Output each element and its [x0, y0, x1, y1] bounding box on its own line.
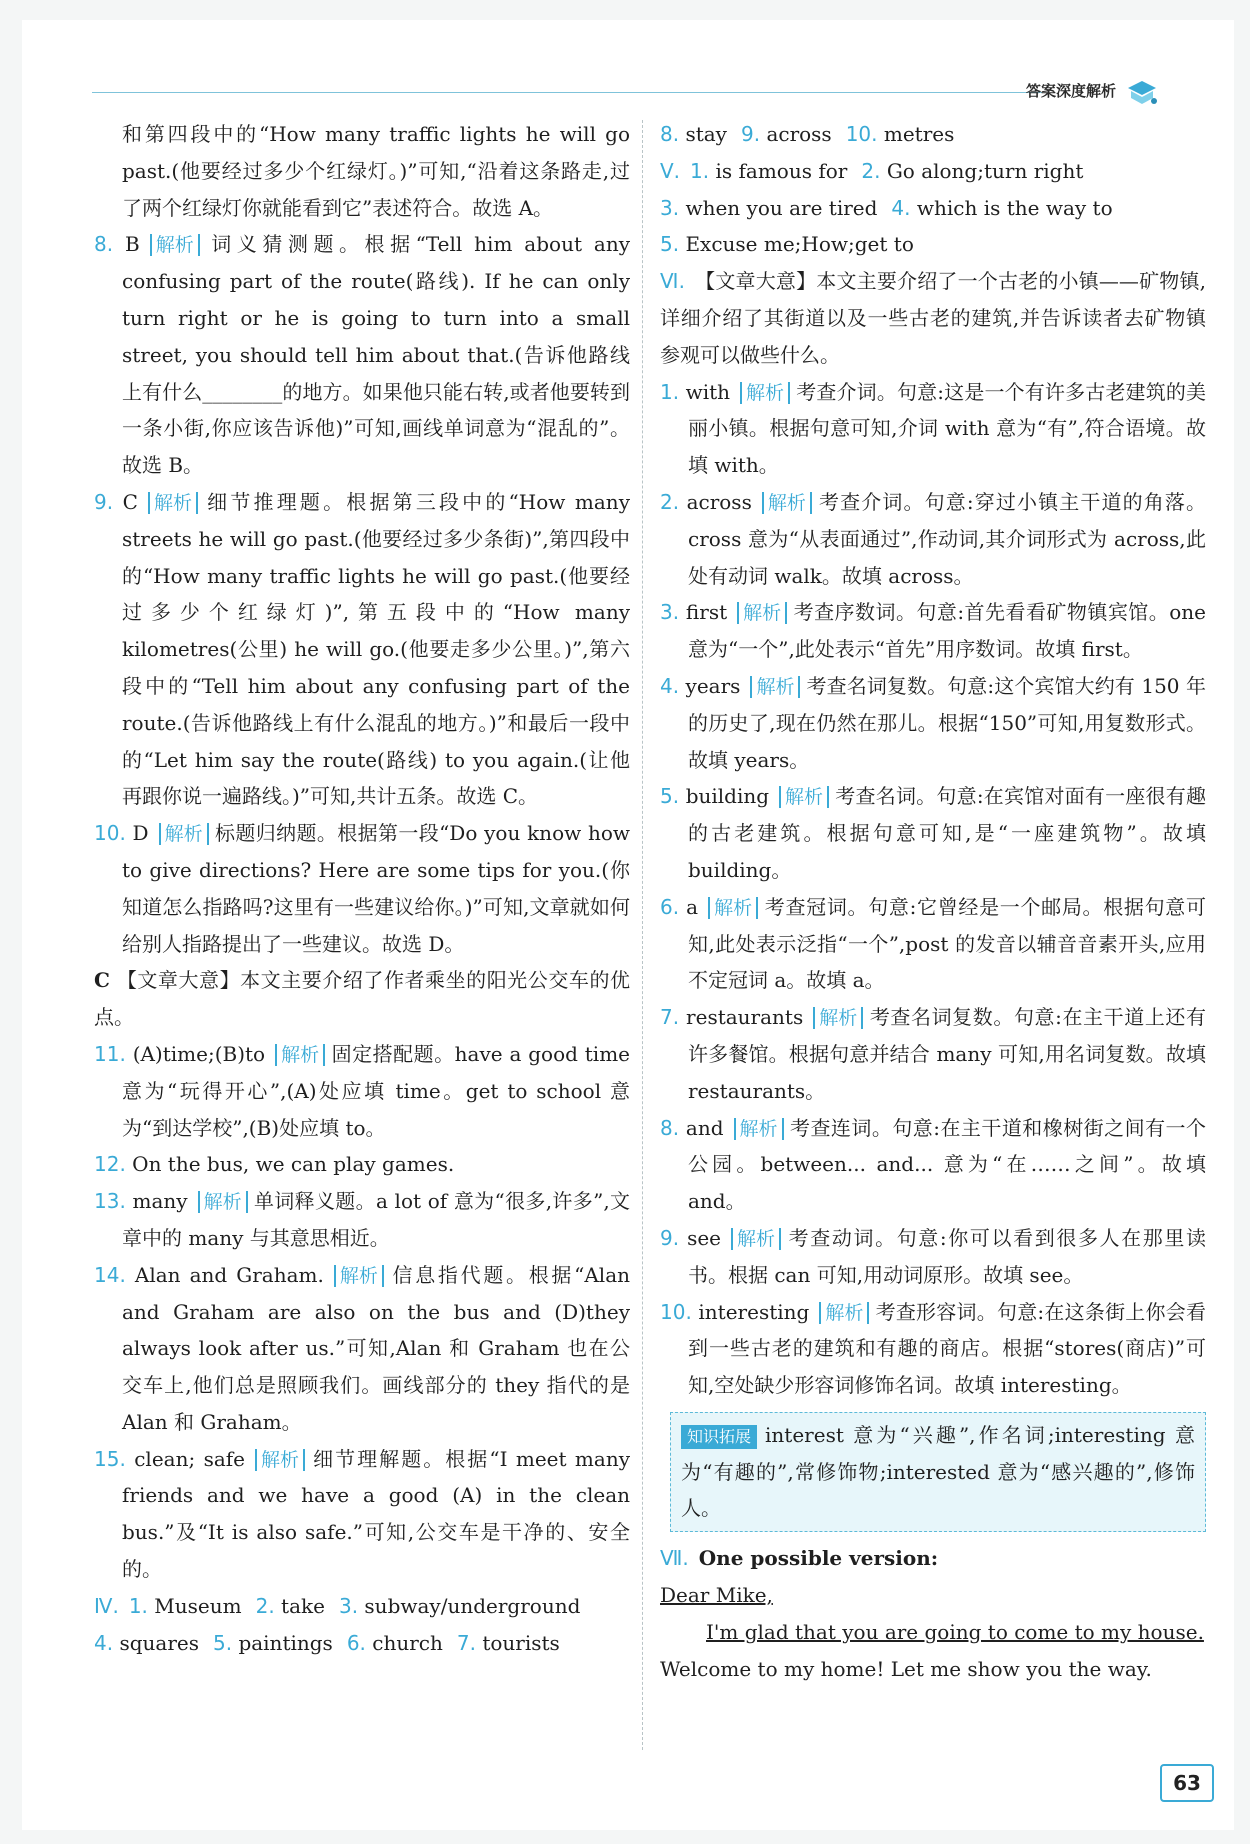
header-rule [92, 92, 1042, 93]
analysis-tag: 解析 [731, 1228, 781, 1250]
answer-item: 7. restaurants 解析 考查名词复数。句意:在主干道上还有许多餐馆。根据句意并结合 many 可知,用名词复数。故填 restaurants。 [660, 1005, 1206, 1103]
answer-item: 6. a 解析 考查冠词。句意:它曾经是一个邮局。根据句意可知,此处表示泛指“一个”,post 的发音以辅音音素开头,应用不定冠词 a。故填 a。 [660, 894, 1206, 993]
answer-item: 13. many 解析 单词释义题。a lot of 意为“很多,许多”,文章中的 many 与其意思相近。 [94, 1189, 631, 1250]
answer-item: 2. across 解析 考查介词。句意:穿过小镇主干道的角落。cross 意为“从表面通过”,作动词,其介词形式为 across,此处有动词 walk。故填 across。 [660, 489, 1206, 588]
analysis-tag: 解析 [740, 382, 790, 404]
analysis-tag: 解析 [198, 1191, 248, 1213]
book-logo-icon [1126, 78, 1158, 106]
analysis-tag: 解析 [708, 897, 758, 919]
answer-item: 8. and 解析 考查连词。句意:在主干道和橡树街之间有一个公园。between... and... 意为“在……之间”。故填 and。 [660, 1115, 1206, 1214]
answer-item: 4. years 解析 考查名词复数。句意:这个宾馆大约有 150 年的历史了,现在仍然在那儿。根据“150”可知,用复数形式。故填 years。 [660, 673, 1206, 772]
analysis-tag: 解析 [737, 602, 787, 624]
answer-item: 9. see 解析 考查动词。句意:你可以看到很多人在那里读书。根据 can 可知,用动词原形。故填 see。 [660, 1225, 1207, 1287]
analysis-tag: 解析 [148, 492, 198, 514]
analysis-tag: 解析 [734, 1118, 784, 1140]
left-column [94, 116, 630, 1661]
passage-summary: Ⅵ. 【文章大意】本文主要介绍了一个古老的小镇——矿物镇,详细介绍了其街道以及一些古老的建筑,并告诉读者去矿物镇参观可以做些什么。 [660, 269, 1206, 367]
writing-line: Welcome to my home! Let me show you the way. [660, 1656, 1152, 1681]
answer-item: 10. D 解析 标题归纳题。根据第一段“Do you know how to give directions? Here are some tips for you.(你知道怎么指路吗?这里有一些建议给你。)”可知,文章就如何给别人指路提出了一些建议。故选 D。 [94, 821, 630, 956]
answer-item: 5. building 解析 考查名词。句意:在宾馆对面有一座很有趣的古老建筑。根据句意可知,是“一座建筑物”。故填 building。 [660, 784, 1207, 882]
passage-summary: C 【文章大意】本文主要介绍了作者乘坐的阳光公交车的优点。 [94, 968, 630, 1030]
knowledge-tip-box: 知识拓展 interest 意为“兴趣”,作名词;interesting 意为“有趣的”,常修饰物;interested 意为“感兴趣的”,修饰人。 [670, 1412, 1206, 1532]
answer-item: 9. C 解析 细节推理题。根据第三段中的“How many streets he will go past.(他要经过多少条街)”,第四段中的“How many traffic lights he will go past.(他要经过多少个红绿灯)”,第五段中的“How many kilometres(公里) he will go.(他要走多少公里。)”,第六段中的“Tell him about any confusing part of the route.(告诉他路线上有什么混乱的地方。)”和最后一段中的“Let him say the route(路线) to you again.(让他再跟你说一遍路线。)”可知,共计五条。故选 C。 [94, 489, 630, 809]
writing-line: I'm glad that you are going to come to my house. [706, 1619, 1204, 1644]
analysis-tag: 解析 [762, 492, 812, 514]
analysis-tag: 解析 [819, 1302, 869, 1324]
answer-item: 15. clean; safe 解析 细节理解题。根据“I meet many friends and we have a good (A) in the clean bus.”及“It is also safe.”可知,公交车是干净的、安全的。 [94, 1446, 630, 1582]
header-title: 答案深度解析 [1025, 82, 1116, 100]
section-v-line: 5. Excuse me;How;get to [660, 232, 914, 257]
section-iv-line: 4. squares 5. paintings 6. church 7. tourists [94, 1630, 560, 1655]
right-column [660, 116, 1206, 1687]
answer-item: 11. (A)time;(B)to 解析 固定搭配题。have a good time 意为“玩得开心”,(A)处应填 time。get to school 意为“到达学校”,(B)处应填 to。 [94, 1041, 631, 1140]
section-v-line: 3. when you are tired 4. which is the way to [660, 195, 1113, 220]
answer-item: 3. first 解析 考查序数词。句意:首先看看矿物镇宾馆。one 意为“一个”,此处表示“首先”用序数词。故填 first。 [660, 600, 1206, 662]
answer-item: 12. On the bus, we can play games. [94, 1152, 455, 1177]
page [22, 20, 1234, 1830]
section-v-line: Ⅴ. 1. is famous for 2. Go along;turn right [660, 158, 1084, 183]
writing-heading: Ⅶ. One possible version: [660, 1546, 939, 1571]
answer-line: 8. stay 9. across 10. metres [660, 122, 955, 146]
answer-item: 14. Alan and Graham. 解析 信息指代题。根据“Alan and Graham are also on the bus and (D)they always look after us.”可知,Alan 和 Graham 也在公交车上,他们总是照顾我们。画线部分的 they 指代的是 Alan 和 Graham。 [94, 1262, 630, 1434]
analysis-tag: 解析 [779, 786, 829, 808]
tip-label: 知识拓展 [681, 1425, 757, 1449]
section-iv-line: Ⅳ. 1. Museum 2. take 3. subway/underground [94, 1593, 581, 1618]
answer-item: 10. interesting 解析 考查形容词。句意:在这条街上你会看到一些古老的建筑和有趣的商店。根据“stores(商店)”可知,空处缺少形容词修饰名词。故填 interesting。 [660, 1299, 1206, 1398]
answer-continuation: 和第四段中的“How many traffic lights he will go past.(他要经过多少个红绿灯。)”可知,“沿着这条路走,过了两个红绿灯你就能看到它”表述符合。故选 A。 [122, 122, 630, 220]
analysis-tag: 解析 [150, 234, 200, 256]
column-divider [642, 120, 643, 1750]
answer-item: 1. with 解析 考查介词。句意:这是一个有许多古老建筑的美丽小镇。根据句意可知,介词 with 意为“有”,符合语境。故填 with。 [660, 379, 1206, 478]
writing-greeting: Dear Mike, [660, 1583, 773, 1608]
analysis-tag: 解析 [275, 1044, 325, 1066]
answer-item: 8. B 解析 词义猜测题。根据“Tell him about any confusing part of the route(路线). If he can only turn right or he is going to turn into a small street, you should tell him about that.(告诉他路线上有什么________的地方。如果他只能右转,或者他要转到一条小街,你应该告诉他)”可知,画线单词意为“混乱的”。故选 B。 [94, 232, 630, 478]
analysis-tag: 解析 [159, 823, 209, 845]
page-number: 63 [1160, 1764, 1214, 1802]
analysis-tag: 解析 [750, 676, 800, 698]
analysis-tag: 解析 [813, 1007, 863, 1029]
analysis-tag: 解析 [334, 1265, 384, 1287]
analysis-tag: 解析 [255, 1449, 305, 1471]
